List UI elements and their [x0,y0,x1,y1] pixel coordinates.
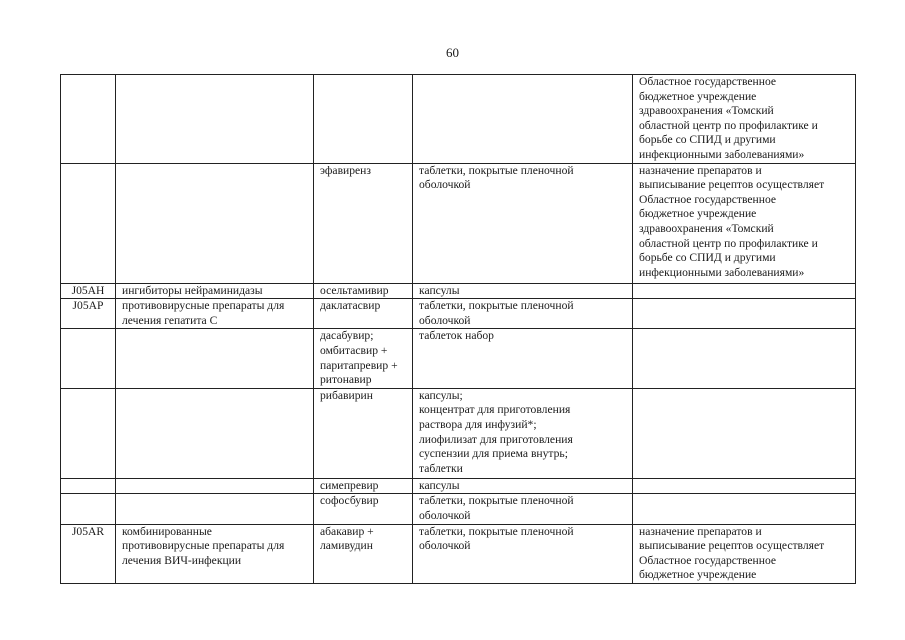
cell-text-line: дасабувир; [320,329,374,343]
cell-text-line: абакавир + [320,524,374,538]
table-row [61,478,856,494]
cell-text-line: оболочкой [419,508,471,522]
cell-text-line: J05AP [72,299,104,313]
cell-text-line: противовирусные препараты для [122,539,285,553]
cell-text-line: выписывание рецептов осуществляет [639,539,825,553]
cell-text-line: капсулы; [419,388,463,402]
cell-text-line: борьбе со СПИД и другими [639,133,776,147]
dosage-form-cell [413,329,633,388]
cell-text-line: J05AR [71,524,105,538]
cell-text-line: Областное государственное [639,75,777,88]
cell-text-line: оболочкой [419,313,471,327]
dosage-form-cell [413,163,633,283]
table-body [61,75,856,584]
table-row [61,299,856,329]
dosage-form-cell [413,283,633,299]
note-cell [633,299,856,329]
cell-text-line: противовирусные препараты для [122,299,285,313]
cell-text-line: бюджетное учреждение [639,568,757,582]
drug-name-cell [314,524,413,583]
cell-text-line: назначение препаратов и [639,163,762,177]
drug-name-cell [314,163,413,283]
group-name-cell [116,283,314,299]
cell-text-line: таблетки, покрытые пленочной [419,494,574,508]
atc-code-cell [61,494,116,524]
dosage-form-cell [413,75,633,164]
table-row [61,329,856,388]
note-cell [633,163,856,283]
atc-code-cell [61,478,116,494]
cell-text-line: назначение препаратов и [639,524,762,538]
group-name-cell [116,329,314,388]
atc-code-cell [61,163,116,283]
atc-code-cell [61,299,116,329]
dosage-form-cell [413,299,633,329]
drug-name-cell [314,283,413,299]
note-cell [633,283,856,299]
group-name-cell [116,163,314,283]
cell-text-line: осельтамивир [320,283,389,297]
cell-text-line: даклатасвир [320,299,381,313]
cell-text-line: эфавиренз [320,163,371,177]
cell-text-line: таблетки, покрытые пленочной [419,299,574,313]
cell-text-line: капсулы [419,283,460,297]
cell-text-line: областной центр по профилактике и [639,236,818,250]
cell-text-line: симепревир [320,478,379,492]
cell-text-line: здравоохранения «Томский [639,104,774,118]
cell-text-line: лечения ВИЧ-инфекции [122,553,242,567]
group-name-cell [116,494,314,524]
cell-text-line: таблетки, покрытые пленочной [419,524,574,538]
atc-code-cell [61,329,116,388]
cell-text-line: инфекционными заболеваниями» [639,147,805,161]
cell-text-line: комбинированные [122,524,212,538]
cell-text-line: оболочкой [419,178,471,192]
note-cell [633,524,856,583]
table-row [61,388,856,478]
note-cell [633,388,856,478]
cell-text-line: концентрат для приготовления [419,403,571,417]
cell-text-line: лиофилизат для приготовления [419,432,573,446]
dosage-form-cell [413,494,633,524]
cell-text-line: бюджетное учреждение [639,89,757,103]
note-cell [633,75,856,164]
drug-name-cell [314,388,413,478]
cell-text-line: таблетки, покрытые пленочной [419,163,574,177]
cell-text-line: суспензии для приема внутрь; [419,447,568,461]
group-name-cell [116,75,314,164]
cell-text-line: софосбувир [320,494,379,508]
table-row [61,163,856,283]
drug-name-cell [314,75,413,164]
table-row [61,494,856,524]
drug-name-cell [314,299,413,329]
note-cell [633,329,856,388]
cell-text-line: ингибиторы нейраминидазы [122,283,263,297]
atc-code-cell [61,75,116,164]
cell-text-line: паритапревир + [320,358,398,372]
table-row [61,75,856,164]
note-cell [633,478,856,494]
cell-text-line: таблетки [419,461,463,475]
group-name-cell [116,299,314,329]
cell-text-line: омбитасвир + [320,343,388,357]
table-row [61,524,856,583]
cell-text-line: оболочкой [419,539,471,553]
cell-text-line: лечения гепатита С [122,313,218,327]
cell-text-line: инфекционными заболеваниями» [639,265,805,279]
cell-text-line: борьбе со СПИД и другими [639,251,776,265]
cell-text-line: ритонавир [320,373,372,387]
group-name-cell [116,478,314,494]
cell-text-line: ламивудин [320,539,373,553]
atc-code-cell [61,283,116,299]
dosage-form-cell [413,478,633,494]
drug-name-cell [314,329,413,388]
atc-code-cell [61,524,116,583]
page-number: 60 [446,45,459,60]
drug-name-cell [314,478,413,494]
cell-text-line: раствора для инфузий*; [419,417,537,431]
cell-text-line: капсулы [419,478,460,492]
drug-table [60,74,856,584]
atc-code-cell [61,388,116,478]
cell-text-line: таблеток набор [419,329,494,343]
note-cell [633,494,856,524]
dosage-form-cell [413,524,633,583]
group-name-cell [116,388,314,478]
table-row [61,283,856,299]
cell-text-line: рибавирин [320,388,373,402]
cell-text-line: здравоохранения «Томский [639,221,774,235]
cell-text-line: бюджетное учреждение [639,207,757,221]
cell-text-line: выписывание рецептов осуществляет [639,178,825,192]
dosage-form-cell [413,388,633,478]
cell-text-line: Областное государственное [639,192,777,206]
cell-text-line: J05AH [71,283,105,297]
group-name-cell [116,524,314,583]
cell-text-line: областной центр по профилактике и [639,118,818,132]
cell-text-line: Областное государственное [639,553,777,567]
drug-name-cell [314,494,413,524]
